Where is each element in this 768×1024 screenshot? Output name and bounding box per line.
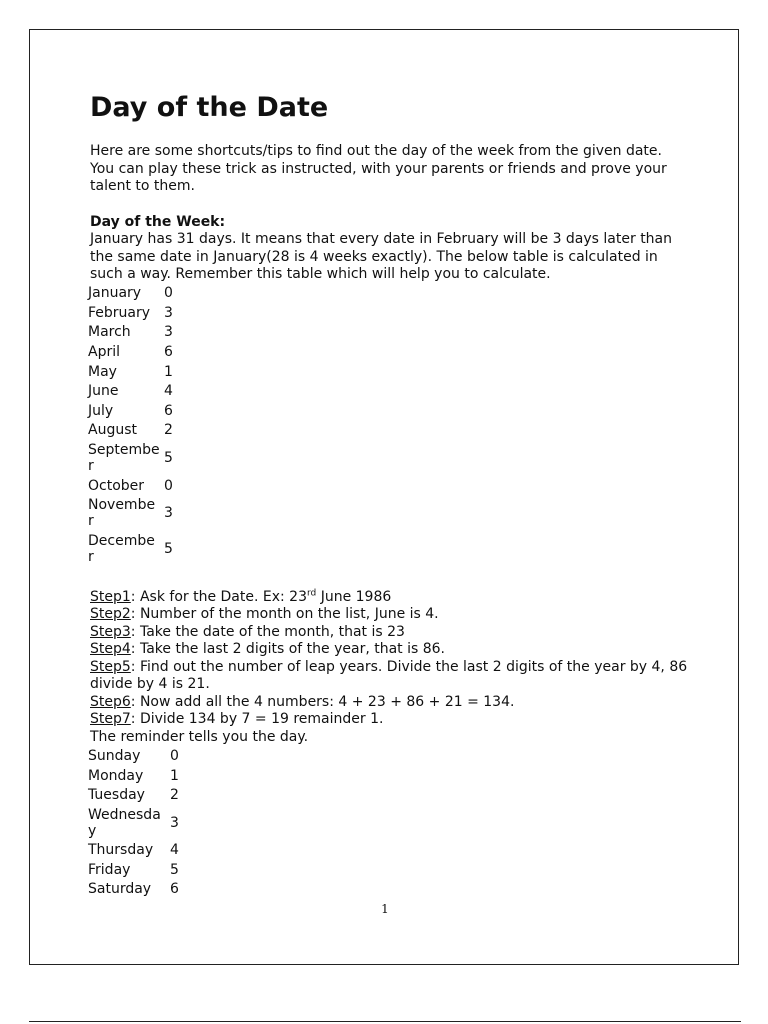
table-row (88, 381, 173, 401)
step-label: Step7 (90, 711, 131, 728)
table-row (88, 323, 173, 343)
next-page-edge (29, 1021, 741, 1022)
table-row (88, 860, 179, 880)
month-name: June (88, 383, 119, 400)
step-text: : Take the date of the month, that is 23 (130, 623, 405, 640)
month-name: August (88, 422, 137, 439)
table-row (88, 880, 179, 900)
step-text: : Ask for the Date. Ex: 23 (130, 588, 307, 605)
table-row (88, 495, 173, 531)
step-line (90, 711, 690, 729)
day-name: Saturday (88, 881, 152, 898)
table-row (88, 342, 173, 362)
table-row (88, 805, 179, 841)
month-name: March (88, 324, 131, 341)
month-name: May (88, 363, 117, 380)
month-code: 6 (164, 344, 173, 361)
intro-paragraph: Here are some shortcuts/tips to find out the day of the week from the given date. You can play these trick as instructed, with your parents or friends and prove your talent to them. (90, 143, 667, 194)
step-label: Step1 (90, 588, 131, 605)
table-row (88, 476, 173, 496)
day-code: 5 (170, 861, 179, 878)
day-name: Tuesday (88, 787, 145, 804)
step-text: : Divide 134 by 7 = 19 remainder 1. (130, 711, 384, 728)
table-row (88, 401, 173, 421)
month-name: January (88, 285, 142, 302)
month-name: February (88, 304, 151, 321)
step-label: Step6 (90, 693, 131, 710)
table-row (88, 362, 173, 382)
day-name: Monday (88, 767, 144, 784)
day-code: 3 (170, 814, 179, 831)
step-line (90, 624, 690, 642)
day-name: Thursday (88, 842, 154, 859)
month-code: 0 (164, 285, 173, 302)
step-text: : Number of the month on the list, June is 4. (130, 606, 439, 623)
step-label: Step5 (90, 658, 131, 675)
month-name: October (88, 477, 145, 494)
step-label: Step4 (90, 641, 131, 658)
month-code: 3 (164, 304, 173, 321)
step-line (90, 641, 690, 659)
day-code: 1 (170, 767, 179, 784)
month-code: 2 (164, 422, 173, 439)
day-code-table (88, 746, 179, 899)
table-row (88, 531, 173, 567)
table-row (88, 746, 179, 766)
day-name: Sunday (88, 747, 141, 764)
step-text-after: June 1986 (316, 588, 392, 605)
page-number: 1 (381, 902, 389, 916)
month-code: 3 (164, 324, 173, 341)
document-page (29, 29, 739, 965)
month-name: November (88, 497, 156, 530)
step-text: : Find out the number of leap years. Divide the last 2 digits of the year by 4, 86 divide by 4 is 21. (90, 658, 688, 693)
day-code: 4 (170, 842, 179, 859)
table-row (88, 284, 173, 304)
step-line (90, 606, 690, 624)
month-code: 4 (164, 383, 173, 400)
step-label: Step2 (90, 606, 131, 623)
page-content (90, 90, 690, 899)
day-name: Wednesday (88, 806, 161, 839)
reminder-line: The reminder tells you the day. (90, 728, 309, 745)
month-name: July (88, 402, 114, 419)
month-code: 0 (164, 477, 173, 494)
table-row (88, 766, 179, 786)
steps-list (90, 589, 690, 747)
month-code-table (88, 284, 173, 567)
step-text: : Now add all the 4 numbers: 4 + 23 + 86 + 21 = 134. (130, 693, 515, 710)
step-line (90, 694, 690, 712)
step-line (90, 589, 690, 607)
table-row (88, 421, 173, 441)
step-line (90, 659, 690, 694)
day-code: 2 (170, 787, 179, 804)
day-name: Friday (88, 861, 131, 878)
month-code: 5 (164, 540, 173, 557)
month-code: 6 (164, 402, 173, 419)
month-code: 5 (164, 450, 173, 467)
month-name: April (88, 344, 120, 361)
day-code: 6 (170, 881, 179, 898)
ordinal-suffix: rd (307, 587, 317, 598)
step-label: Step3 (90, 623, 131, 640)
month-code: 3 (164, 505, 173, 522)
table-row (88, 841, 179, 861)
section-heading: Day of the Week: (90, 213, 226, 230)
month-name: September (88, 442, 160, 475)
page-title: Day of the Date (90, 92, 329, 123)
section-paragraph: January has 31 days. It means that every date in February will be 3 days later than the same date in January(28 is 4 weeks exactly). The below table is calculated in such a way. Remember this table which will help you to calculate. (90, 231, 673, 282)
month-name: December (88, 532, 155, 565)
table-row (88, 785, 179, 805)
day-code: 0 (170, 747, 179, 764)
month-code: 1 (164, 363, 173, 380)
table-row (88, 440, 173, 476)
step-text: : Take the last 2 digits of the year, that is 86. (130, 641, 446, 658)
table-row (88, 303, 173, 323)
